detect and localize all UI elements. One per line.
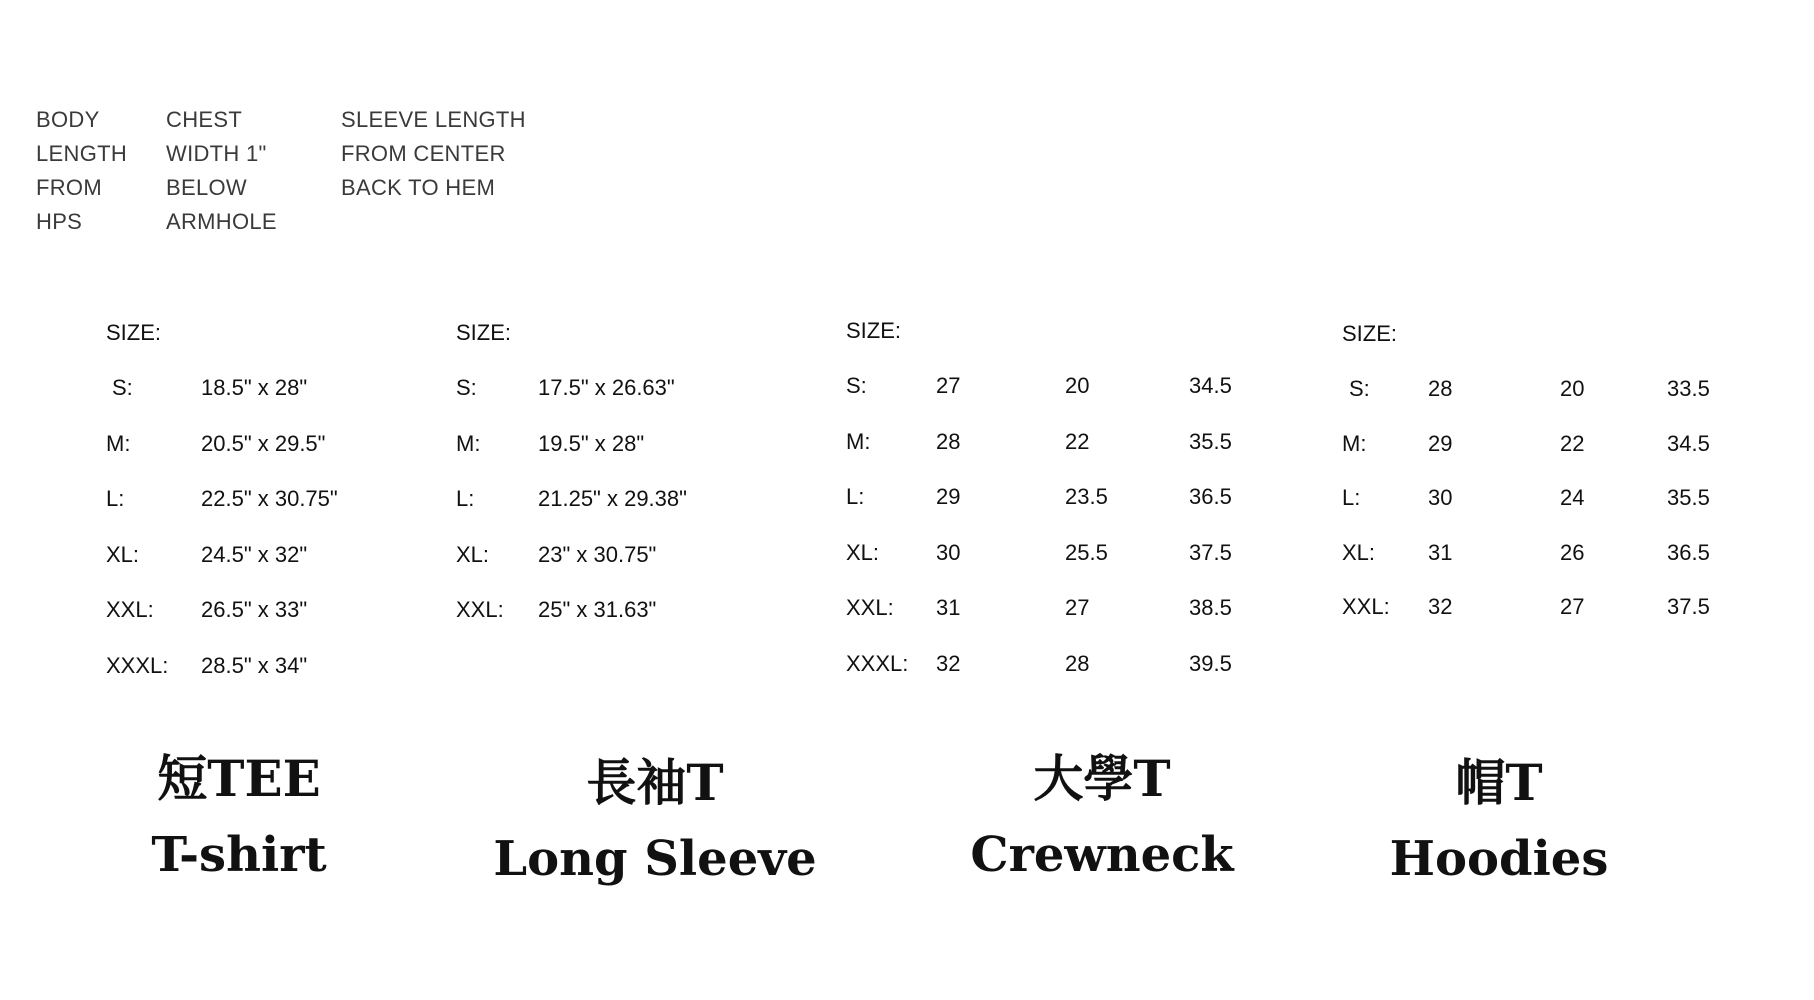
header-line: FROM: [36, 175, 102, 200]
size-measurement: 27: [1065, 595, 1090, 620]
size-name: XL:: [846, 539, 880, 565]
size-measurement: 24.5" x 32": [201, 541, 308, 567]
caption-chinese: 帽T: [1455, 753, 1543, 812]
size-measurement: 28: [1065, 650, 1090, 676]
size-measurement: 28: [936, 428, 961, 454]
header-line: BODY: [36, 107, 100, 132]
size-measurement: 30: [1428, 485, 1453, 510]
size-measurement: 20.5" x 29.5": [201, 430, 326, 456]
size-name: XXXL:: [846, 650, 909, 676]
size-measurement: 25.5: [1065, 539, 1108, 565]
size-measurement: 19.5" x 28": [538, 430, 645, 456]
size-measurement: 22.5" x 30.75": [201, 486, 338, 511]
size-measurement: 20: [1065, 373, 1090, 398]
size-measurement: 22: [1560, 430, 1585, 456]
caption-english: Crewneck: [970, 827, 1234, 883]
size-name: S:: [1349, 376, 1370, 401]
size-measurement: 22: [1065, 428, 1090, 454]
size-name: XL:: [1342, 539, 1376, 565]
size-name: XXXL:: [106, 652, 169, 678]
size-measurement: 32: [936, 650, 961, 676]
size-measurement: 17.5" x 26.63": [538, 375, 675, 400]
size-label: SIZE:: [106, 320, 162, 345]
size-measurement: 37.5: [1667, 594, 1710, 619]
size-name: L:: [456, 486, 475, 511]
size-measurement: 24: [1560, 485, 1585, 510]
header-line: BACK TO HEM: [341, 175, 496, 200]
size-measurement: 23" x 30.75": [538, 541, 657, 567]
size-measurement: 36.5: [1667, 539, 1710, 565]
size-measurement: 27: [936, 373, 961, 398]
caption-chinese: 長袖T: [586, 753, 724, 812]
size-measurement: 20: [1560, 376, 1585, 401]
size-name: XXL:: [106, 597, 154, 622]
product-caption: [1390, 752, 1609, 890]
size-name: XXL:: [846, 595, 894, 620]
caption-english: Long Sleeve: [493, 831, 817, 887]
size-measurement: 28: [1428, 376, 1453, 401]
size-measurement: 30: [936, 539, 961, 565]
size-name: XXL:: [456, 597, 504, 622]
size-measurement: 33.5: [1667, 376, 1710, 401]
header-line: CHEST: [166, 107, 243, 132]
size-measurement: 39.5: [1189, 650, 1232, 676]
caption-chinese: 短TEE: [157, 749, 321, 808]
size-name: M:: [456, 430, 481, 456]
size-name: S:: [456, 375, 477, 400]
header-body-length: [36, 103, 127, 239]
header-line: FROM CENTER: [341, 141, 506, 166]
header-line: SLEEVE LENGTH: [341, 107, 526, 132]
size-name: M:: [846, 428, 871, 454]
size-measurement: 29: [1428, 430, 1453, 456]
size-measurement: 23.5: [1065, 484, 1108, 509]
size-measurement: 35.5: [1667, 485, 1710, 510]
size-measurement: 37.5: [1189, 539, 1232, 565]
header-sleeve-length: [341, 103, 526, 205]
size-name: M:: [1342, 430, 1367, 456]
header-line: WIDTH 1": [166, 141, 267, 166]
size-name: L:: [846, 484, 865, 509]
size-measurement: 28.5" x 34": [201, 652, 308, 678]
product-caption: [151, 748, 326, 886]
product-caption: [970, 748, 1233, 886]
size-measurement: 32: [1428, 594, 1453, 619]
header-line: BELOW: [166, 175, 247, 200]
header-line: ARMHOLE: [166, 209, 277, 234]
size-label: SIZE:: [1342, 321, 1398, 346]
size-measurement: 27: [1560, 594, 1585, 619]
size-name: S:: [112, 375, 133, 400]
size-measurement: 34.5: [1667, 430, 1710, 456]
size-name: XL:: [106, 541, 140, 567]
header-line: HPS: [36, 209, 83, 234]
product-caption: [493, 752, 816, 890]
header-chest-width: [166, 103, 277, 239]
size-measurement: 31: [936, 595, 961, 620]
size-name: XXL:: [1342, 594, 1390, 619]
size-name: S:: [846, 373, 867, 398]
size-name: L:: [106, 486, 125, 511]
size-measurement: 18.5" x 28": [201, 375, 308, 400]
header-line: LENGTH: [36, 141, 128, 166]
size-label: SIZE:: [456, 320, 512, 345]
size-measurement: 31: [1428, 539, 1453, 565]
size-measurement: 34.5: [1189, 373, 1232, 398]
caption-english: T-shirt: [151, 827, 327, 883]
caption-english: Hoodies: [1389, 831, 1609, 887]
size-name: M:: [106, 430, 131, 456]
size-measurement: 35.5: [1189, 428, 1232, 454]
size-name: L:: [1342, 485, 1361, 510]
size-name: XL:: [456, 541, 490, 567]
size-measurement: 26: [1560, 539, 1585, 565]
size-measurement: 21.25" x 29.38": [538, 486, 687, 511]
caption-chinese: 大學T: [1033, 749, 1171, 808]
size-measurement: 38.5: [1189, 595, 1232, 620]
size-measurement: 29: [936, 484, 961, 509]
size-label: SIZE:: [846, 318, 902, 343]
size-measurement: 26.5" x 33": [201, 597, 308, 622]
size-measurement: 25" x 31.63": [538, 597, 657, 622]
size-measurement: 36.5: [1189, 484, 1232, 509]
